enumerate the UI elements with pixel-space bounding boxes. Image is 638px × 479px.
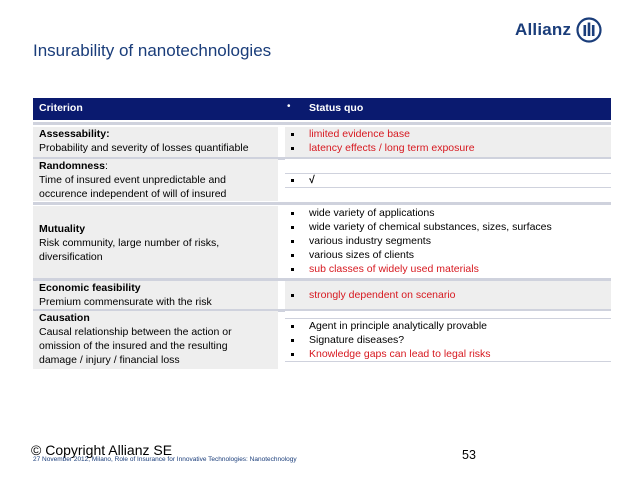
criterion-cell bbox=[33, 311, 278, 369]
status-cell bbox=[285, 127, 611, 157]
allianz-logo bbox=[515, 17, 602, 43]
criterion-cell bbox=[33, 206, 278, 278]
status-item: wide variety of applications bbox=[289, 206, 609, 220]
footer bbox=[31, 442, 331, 472]
bullet-icon: • bbox=[287, 101, 291, 112]
copyright: © Copyright Allianz SE bbox=[31, 442, 173, 458]
status-cell bbox=[285, 159, 611, 201]
slide-title: Insurability of nanotechnologies bbox=[33, 41, 272, 60]
criterion-line: Time of insured event unpredictable and bbox=[39, 174, 226, 186]
header-criterion: Criterion bbox=[39, 102, 83, 114]
status-item: latency effects / long term exposure bbox=[289, 141, 609, 155]
criterion-line: Causal relationship between the action or bbox=[39, 326, 232, 338]
row-separator bbox=[33, 122, 611, 125]
logo-text: Allianz bbox=[515, 20, 572, 39]
status-cell bbox=[285, 281, 611, 309]
table-row bbox=[33, 127, 611, 157]
table-row bbox=[33, 281, 611, 309]
criterion-cell bbox=[33, 159, 278, 201]
status-item: wide variety of chemical substances, sizes, surfaces bbox=[289, 220, 609, 234]
status-item: √ bbox=[289, 173, 609, 187]
criterion-title: Randomness bbox=[39, 160, 105, 172]
status-item: various industry segments bbox=[289, 234, 609, 248]
criterion-title-suffix: : bbox=[104, 160, 108, 172]
status-item: strongly dependent on scenario bbox=[289, 288, 609, 302]
status-item: limited evidence base bbox=[289, 127, 609, 141]
status-item: various sizes of clients bbox=[289, 248, 609, 262]
criterion-line: Probability and severity of losses quantifiable bbox=[39, 142, 249, 154]
criterion-title-wrap bbox=[39, 159, 276, 173]
criterion-line: Risk community, large number of risks, bbox=[39, 237, 220, 249]
criterion-cell bbox=[33, 127, 278, 157]
status-cell bbox=[285, 206, 611, 278]
criterion-title: Assessability: bbox=[39, 128, 110, 140]
status-item: Knowledge gaps can lead to legal risks bbox=[289, 347, 609, 361]
criterion-title: Mutuality bbox=[39, 223, 86, 235]
page-number: 53 bbox=[462, 448, 476, 462]
criterion-line: occurence independent of will of insured bbox=[39, 188, 227, 200]
criterion-title: Causation bbox=[39, 312, 90, 324]
table-row bbox=[33, 159, 611, 201]
row-separator bbox=[33, 202, 611, 205]
criterion-line: diversification bbox=[39, 251, 103, 263]
status-item: Agent in principle analytically provable bbox=[289, 319, 609, 333]
criterion-line: damage / injury / financial loss bbox=[39, 354, 180, 366]
footnote: 27 November 2012, Milano, Role of Insurance for Innovative Technologies: Nanotechnology bbox=[33, 456, 297, 463]
status-cell bbox=[285, 311, 611, 369]
status-item: sub classes of widely used materials bbox=[289, 262, 609, 276]
allianz-eagle-icon bbox=[576, 17, 602, 43]
status-item: Signature diseases? bbox=[289, 333, 609, 347]
table-row bbox=[33, 311, 611, 369]
criterion-line: Premium commensurate with the risk bbox=[39, 296, 212, 308]
header-status: Status quo bbox=[309, 102, 364, 114]
table-header bbox=[33, 98, 611, 120]
row-separator bbox=[285, 361, 611, 362]
table-row bbox=[33, 206, 611, 278]
row-separator bbox=[285, 187, 611, 188]
criterion-title: Economic feasibility bbox=[39, 282, 141, 294]
criterion-line: omission of the insured and the resulting bbox=[39, 340, 228, 352]
criterion-cell bbox=[33, 281, 278, 309]
